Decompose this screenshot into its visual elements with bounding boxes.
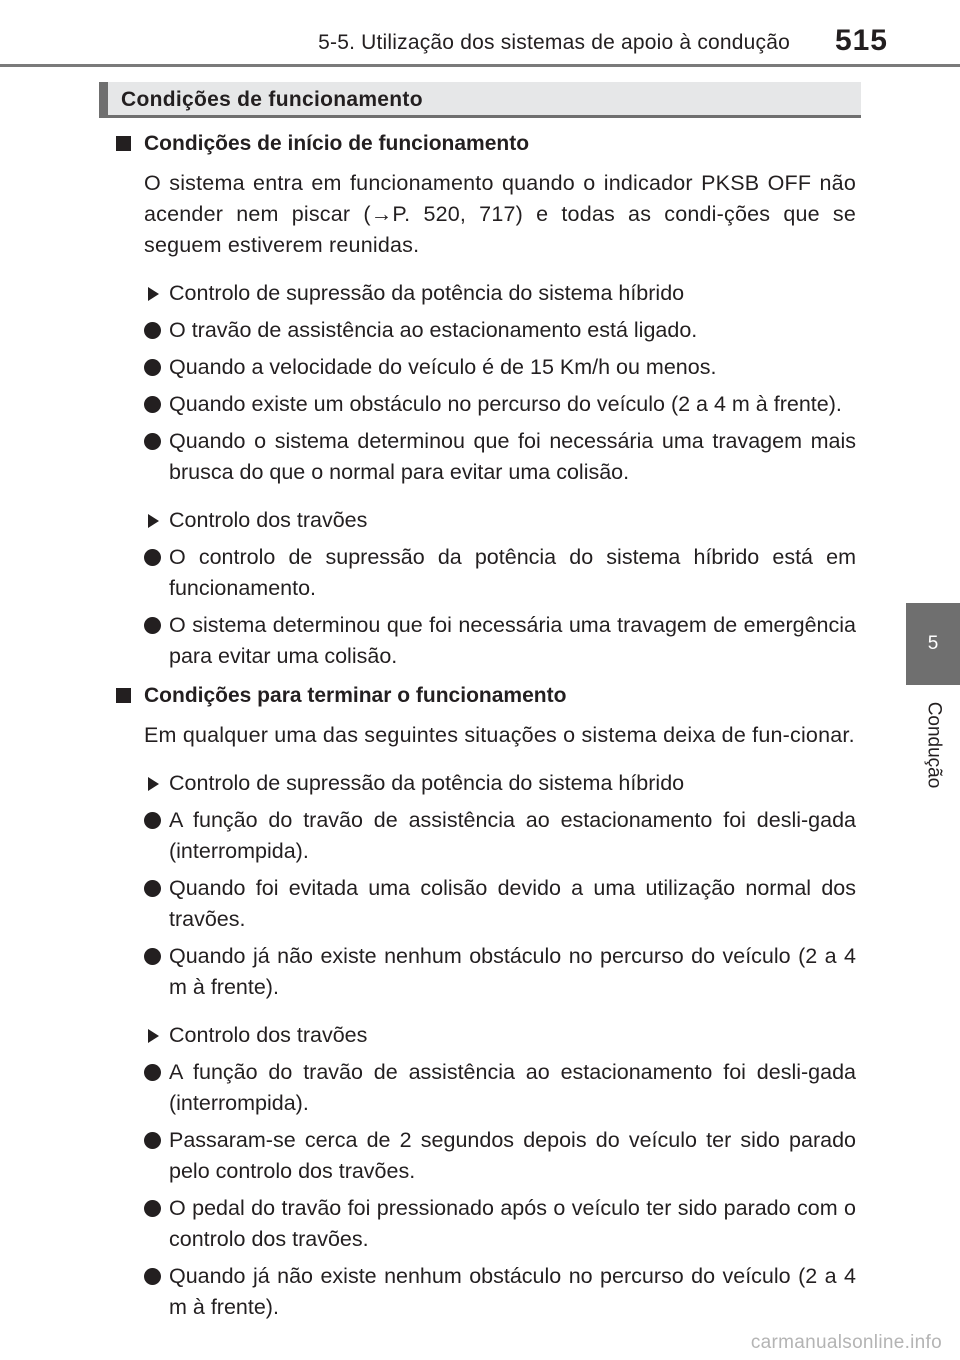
list-item-text: A função do travão de assistência ao estacionamento foi desli-gada (interrompida).: [169, 808, 856, 863]
start-conditions-intro: O sistema entra em funcionamento quando o indicador PKSB OFF não acender nem piscar (→P. 520, 717) e todas as condi-ções que se seguem estiverem reunidas.: [144, 171, 856, 257]
list-item: [113, 610, 856, 672]
condition-group-title: [113, 1020, 856, 1051]
header-section-title: 5-5. Utilização dos sistemas de apoio à condução: [318, 31, 790, 54]
list-item-text: Quando existe um obstáculo no percurso do veículo (2 a 4 m à frente).: [169, 392, 842, 416]
round-bullet-icon: [144, 359, 161, 376]
condition-group-title: [113, 505, 856, 536]
condition-group-title-text: Controlo de supressão da potência do sistema híbrido: [169, 771, 685, 795]
round-bullet-icon: [144, 1132, 161, 1149]
round-bullet-icon: [144, 948, 161, 965]
list-item: [113, 1125, 856, 1187]
chapter-tab-number[interactable]: 5: [906, 603, 960, 685]
round-bullet-icon: [144, 617, 161, 634]
list-item: [113, 941, 856, 1003]
list-item-text: Passaram-se cerca de 2 segundos depois do veículo ter sido parado pelo controlo dos travões.: [169, 1128, 856, 1183]
list-item: [113, 805, 856, 867]
list-item-text: A função do travão de assistência ao estacionamento foi desli-gada (interrompida).: [169, 1060, 856, 1115]
page-number: 515: [834, 24, 888, 57]
list-item: [113, 389, 856, 420]
list-item: [113, 873, 856, 935]
triangle-arrow-icon: [148, 777, 159, 791]
list-item-text: Quando já não existe nenhum obstáculo no percurso do veículo (2 a 4 m à frente).: [169, 944, 856, 999]
list-item-text: Quando foi evitada uma colisão devido a uma utilização normal dos travões.: [169, 876, 856, 931]
round-bullet-icon: [144, 396, 161, 413]
list-item: [113, 1261, 856, 1323]
list-item: [113, 1193, 856, 1255]
list-item-text: Quando já não existe nenhum obstáculo no percurso do veículo (2 a 4 m à frente).: [169, 1264, 856, 1319]
list-item: [113, 1057, 856, 1119]
list-item: [113, 315, 856, 346]
start-conditions-heading: [113, 128, 856, 160]
page-header: [0, 0, 960, 66]
condition-group-title: [113, 768, 856, 799]
section-banner: Condições de funcionamento: [99, 82, 861, 118]
list-item-text: Quando a velocidade do veículo é de 15 Km/h ou menos.: [169, 355, 717, 379]
end-conditions-heading-text: Condições para terminar o funcionamento: [144, 684, 567, 707]
list-item-text: O sistema determinou que foi necessária uma travagem de emergência para evitar uma colisão.: [169, 613, 856, 668]
round-bullet-icon: [144, 1064, 161, 1081]
page-content: [113, 128, 856, 1323]
round-bullet-icon: [144, 1200, 161, 1217]
list-item-text: O travão de assistência ao estacionamento está ligado.: [169, 318, 698, 342]
condition-group-title-text: Controlo dos travões: [169, 508, 368, 532]
round-bullet-icon: [144, 812, 161, 829]
start-conditions-heading-text: Condições de início de funcionamento: [144, 132, 530, 155]
chapter-tab-label-text: Condução: [923, 701, 944, 789]
list-item-text: O controlo de supressão da potência do sistema híbrido está em funcionamento.: [169, 545, 856, 600]
condition-group-title-text: Controlo dos travões: [169, 1023, 368, 1047]
square-bullet-icon: [116, 136, 131, 151]
chapter-tab-label[interactable]: [906, 688, 960, 802]
round-bullet-icon: [144, 433, 161, 450]
triangle-arrow-icon: [148, 1029, 159, 1043]
watermark: carmanualsonline.info: [750, 1332, 942, 1353]
round-bullet-icon: [144, 549, 161, 566]
header-divider: [0, 64, 960, 67]
condition-group-title-text: Controlo de supressão da potência do sistema híbrido: [169, 281, 685, 305]
list-item-text: O pedal do travão foi pressionado após o veículo ter sido parado com o controlo dos travões.: [169, 1196, 856, 1251]
list-item-text: Quando o sistema determinou que foi necessária uma travagem mais brusca do que o normal para evitar uma colisão.: [169, 429, 856, 484]
triangle-arrow-icon: [148, 514, 159, 528]
end-conditions-intro: Em qualquer uma das seguintes situações o sistema deixa de fun-cionar.: [144, 723, 855, 747]
round-bullet-icon: [144, 322, 161, 339]
square-bullet-icon: [116, 688, 131, 703]
list-item: [113, 352, 856, 383]
list-item: [113, 542, 856, 604]
round-bullet-icon: [144, 880, 161, 897]
end-conditions-heading: [113, 680, 856, 712]
triangle-arrow-icon: [148, 287, 159, 301]
condition-group-title: [113, 278, 856, 309]
round-bullet-icon: [144, 1268, 161, 1285]
list-item: [113, 426, 856, 488]
